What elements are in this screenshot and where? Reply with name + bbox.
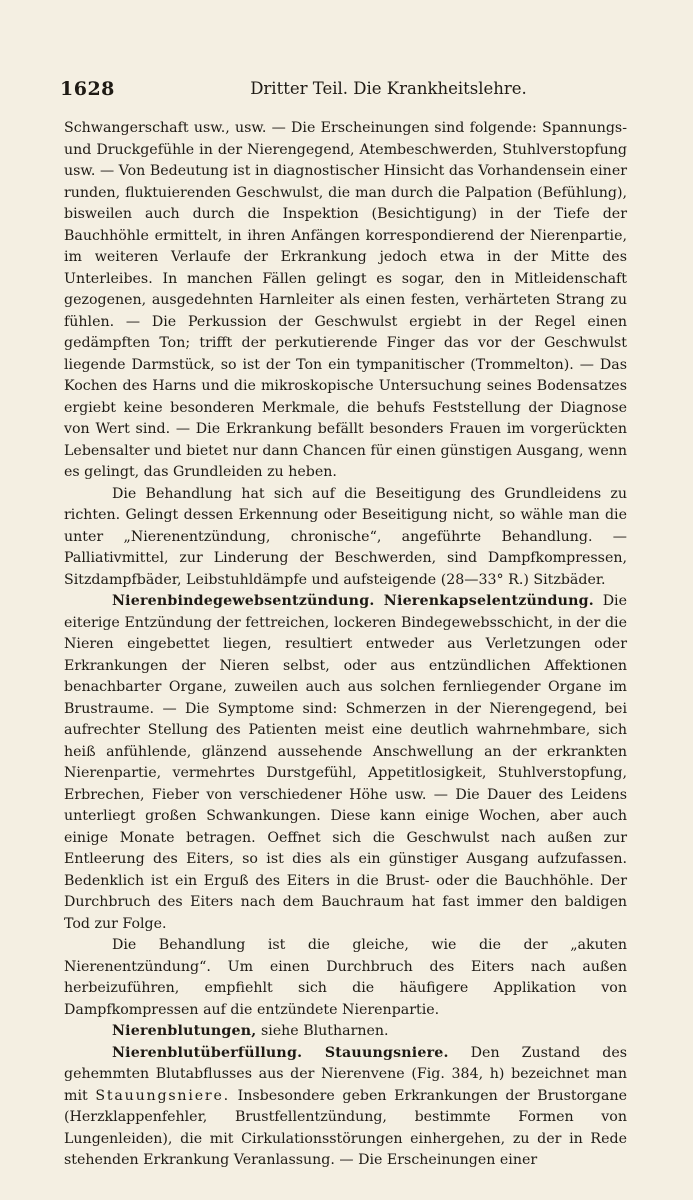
page-number: 1628 [60, 78, 115, 100]
page-body [64, 118, 627, 1172]
term-stauungsniere: Stauungsniere. [95, 1087, 230, 1104]
section-heading-renal-bleeding: Nierenblutungen, [112, 1023, 257, 1039]
congested-kidney-text-a: Den Zustand des gehemmten Blutabflusses aus der Nierenvene (Fig. 384, h) bezeichnet man mit [64, 1044, 627, 1104]
perinephritis-text: Die eiterige Entzündung der fettreichen, lockeren Bindegewebsschicht, in der die Nieren eingebettet liegen, resultiert entweder aus Verletzungen oder Erkrankungen der Nieren selbst, oder aus entzündlichen Affektionen benachbarter Organe, zuweilen auch aus solchen fernliegender Organe im Brustraume. — Die Symptome sind: Schmerzen in der Nierengegend, bei aufrechter Stellung des Patienten meist eine deutlich wahrnehmbare, sich heiß anfühlende, glänzend aussehende Anschwellung an der erkrankten Nierenpartie, vermehrtes Durstgefühl, Appetitlosigkeit, Stuhlverstopfung, Erbrechen, Fieber von verschiedener Höhe usw. — Die Dauer des Leidens unterliegt großen Schwankungen. Diese kann einige Wochen, aber auch einige Monate betragen. Oeffnet sich die Geschwulst nach außen zur Entleerung des Eiters, so ist dies als ein günstiger Ausgang aufzufassen. Bedenklich ist ein Erguß des Eiters in die Brust- oder die Bauchhöhle. Der Durchbruch des Eiters nach dem Bauchraum hat fast immer den baldigen Tod zur Folge. [64, 593, 627, 932]
paragraph-hydronephrosis-symptoms: Schwangerschaft usw., usw. — Die Erscheinungen sind folgende: Spannungs- und Druckgefühle in der Nierengegend, Atembeschwerden, Stuhlverstopfung usw. — Von Bedeutung ist in diagnostischer Hinsicht das Vorhandensein einer runden, fluktuierenden Geschwulst, die man durch die Palpation (Befühlung), bisweilen auch durch die Inspektion (Besichtigung) in der Tiefe der Bauchhöhle ermittelt, in ihren Anfängen korrespondierend der Nierenpartie, im weiteren Verlaufe der Erkrankung jedoch etwa in der Mitte des Unterleibes. In manchen Fällen gelingt es sogar, den in Mitleidenschaft gezogenen, ausgedehnten Harnleiter als einen festen, verhärteten Strang zu fühlen. — Die Perkussion der Geschwulst ergiebt in der Regel einen gedämpften Ton; trifft der perkutierende Finger das vor der Geschwulst liegende Darmstück, so ist der Ton ein tympanitischer (Trommelton). — Das Kochen des Harns und die mikroskopische Untersuchung seines Bodensatzes ergiebt keine besonderen Merkmale, die behufs Feststellung der Diagnose von Wert sind. — Die Erkrankung befällt besonders Frauen im vorgerückten Lebensalter und bietet nur dann Chancen für einen günstigen Ausgang, wenn es gelingt, das Grundleiden zu heben. [64, 120, 627, 480]
paragraph-hydronephrosis-treatment: Die Behandlung hat sich auf die Beseitigung des Grundleidens zu richten. Gelingt dessen Erkennung oder Beseitigung nicht, so wähle man die unter „Nierenentzündung, chronische“, angeführte Behandlung. — Palliativmittel, zur Linderung der Beschwerden, sind Dampfkompressen, Sitzdampfbäder, Leibstuhldämpfe und aufsteigende (28—33° R.) Sitzbäder. [64, 485, 627, 588]
paragraph-perinephritis [64, 591, 627, 935]
paragraph-congested-kidney [64, 1043, 627, 1172]
running-title: Dritter Teil. Die Krankheitslehre. [250, 79, 527, 98]
paragraph-renal-bleeding [64, 1021, 627, 1043]
paragraph-perinephritis-treatment: Die Behandlung ist die gleiche, wie die der „akuten Nierenentzündung“. Um einen Durchbruch des Eiters nach außen herbeizuführen, empfiehlt sich die häufigere Applikation von Dampfkompressen auf die entzündete Nierenpartie. [64, 937, 627, 1018]
congested-kidney-text-b: Insbesondere geben Erkrankungen der Brustorgane (Herzklappenfehler, Brustfellentzündung, bestimmte Formen von Lungenleiden), die mit Cirkulationsstörungen einhergehen, zu der in Rede stehenden Erkrankung Veranlassung. — Die Erscheinungen einer [64, 1087, 628, 1168]
section-heading-congested-kidney: Nierenblutüberfüllung. Stauungsniere. [112, 1044, 449, 1061]
renal-bleeding-crossref: siehe Blutharnen. [260, 1023, 389, 1039]
page-header [60, 78, 627, 104]
section-heading-perinephritis: Nierenbindegewebsentzündung. Nierenkapselentzündung. [112, 593, 594, 609]
